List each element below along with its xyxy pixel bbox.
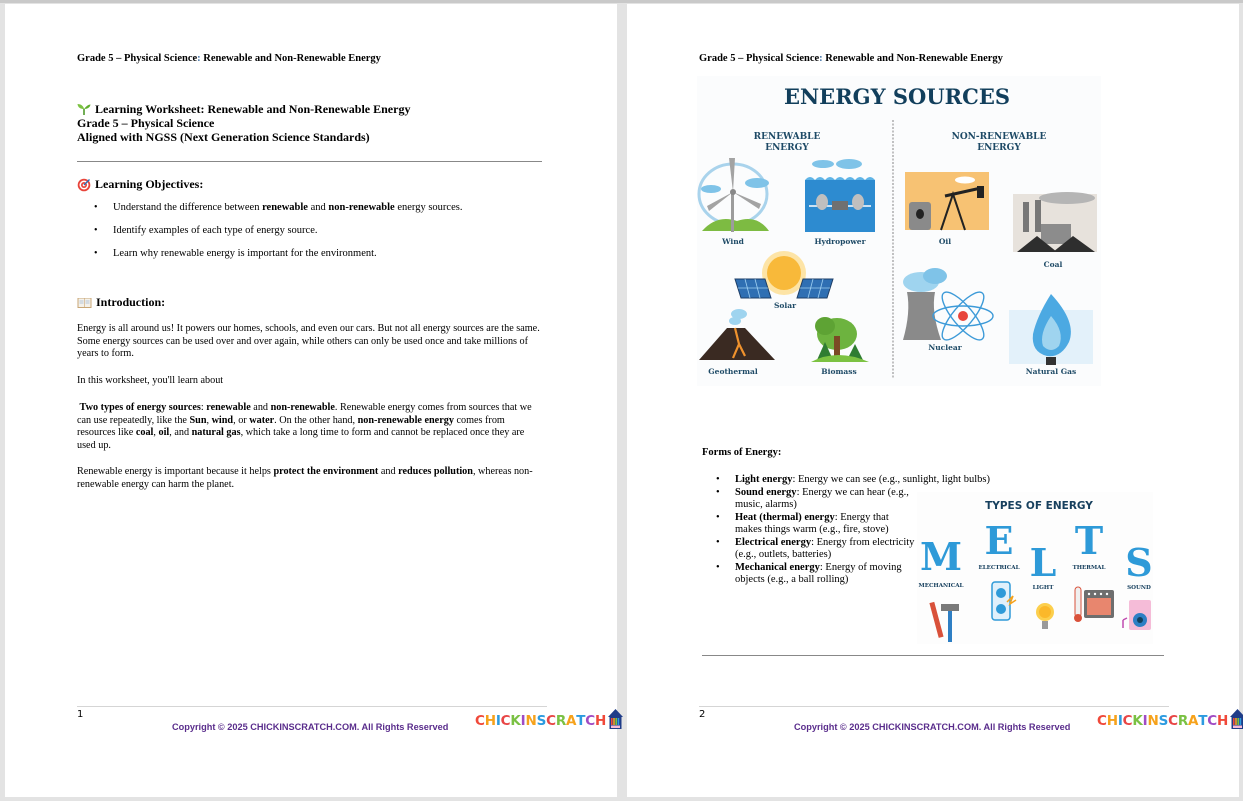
running-header-colon: : (197, 53, 201, 64)
objective-bold: renewable (262, 202, 308, 213)
footer-divider (77, 706, 547, 707)
objective-bold: non-renewable (328, 202, 395, 213)
label-oil: Oil (938, 237, 952, 246)
text-run: : (200, 402, 207, 413)
melts-label-electrical: ELECTRICAL (978, 565, 1020, 571)
logo-letter: R (1177, 713, 1189, 729)
form-description: : Energy we can see (e.g., sunlight, light bulbs) (792, 474, 990, 485)
forms-heading: Forms of Energy: (702, 447, 782, 458)
form-name: Mechanical energy (735, 561, 820, 573)
form-description: : Energy we can hear (e.g., music, alarms) (735, 486, 909, 510)
bold-term: reduces pollution (398, 466, 473, 477)
running-header (699, 53, 1003, 64)
logo-letter: R (555, 713, 567, 729)
text-run: , and (169, 427, 192, 439)
label-biomass: Biomass (821, 367, 857, 376)
label-wind: Wind (722, 237, 744, 246)
list-item (77, 224, 557, 247)
logo-letter: T (576, 713, 586, 729)
intro-paragraph-4 (77, 466, 545, 491)
label-solar: Solar (773, 301, 797, 310)
objective-text: energy sources. (394, 202, 463, 213)
objectives-list (77, 201, 557, 270)
bold-term: Two types of energy sources (79, 402, 201, 413)
bold-term: oil (158, 427, 170, 439)
text-run: and (250, 402, 271, 413)
renewable-heading: ENERGY (765, 143, 809, 153)
text-run: Renewable energy is important because it helps (77, 466, 274, 477)
objectives-heading-text: Learning Objectives: (95, 177, 204, 191)
document-page-1 (5, 4, 617, 797)
logo-letter: H (1217, 713, 1229, 729)
bold-term: wind (211, 414, 234, 426)
logo-text (475, 713, 606, 729)
bold-term: renewable (206, 402, 251, 413)
text-run: and (378, 466, 399, 477)
list-item (702, 512, 917, 537)
logo-letter: C (1168, 713, 1178, 729)
logo-letter: C (1207, 713, 1218, 729)
bold-term: Sun (189, 414, 207, 426)
text-run: , or (233, 414, 250, 426)
chickinscratch-logo (475, 709, 623, 729)
copyright-notice: Copyright © 2025 CHICKINSCRATCH.COM. All Rights Reserved (172, 722, 449, 732)
forms-list (702, 474, 990, 587)
logo-letter: I (495, 713, 501, 729)
introduction-heading-text: Introduction: (96, 295, 166, 309)
logo-letter: T (1198, 713, 1208, 729)
melts-label-light: LIGHT (1032, 585, 1054, 591)
text-run: , whereas non-renewable energy can harm the planet. (77, 466, 533, 490)
logo-text (1097, 713, 1228, 729)
bold-term: non-renewable energy (357, 414, 454, 426)
bold-term: non-renewable (270, 402, 335, 413)
form-description: : Energy of moving objects (e.g., a ball rolling) (735, 561, 902, 585)
logo-letter: N (525, 713, 537, 729)
logo-letter: S (1158, 713, 1169, 729)
list-item (77, 201, 557, 224)
form-name: Electrical energy (735, 536, 812, 548)
list-item (702, 537, 917, 562)
section-divider (77, 161, 542, 162)
open-book-icon (77, 297, 92, 309)
form-name: Sound energy (735, 486, 797, 498)
intro-paragraph-1: Energy is all around us! It powers our homes, schools, and even our cars. But not all energy sources are the same. Some energy sources can be used over and over again, while others can only be used once and take millions of years to form. (77, 323, 540, 360)
logo-letter: S (536, 713, 547, 729)
target-icon (77, 178, 91, 192)
document-page-2 (627, 4, 1239, 797)
page-number: 1 (77, 709, 84, 720)
nonrenewable-heading: NON-RENEWABLE (951, 132, 1047, 142)
types-title: TYPES OF ENERGY (985, 500, 1093, 512)
bold-term: protect the environment (273, 466, 379, 477)
label-geothermal: Geothermal (708, 367, 758, 376)
melts-label-sound: SOUND (1127, 585, 1151, 591)
nonrenewable-heading: ENERGY (977, 143, 1021, 153)
logo-letter: A (1188, 713, 1199, 729)
form-description: : Energy from electricity (e.g., outlets, batteries) (735, 536, 915, 560)
label-hydropower: Hydropower (814, 237, 866, 246)
worksheet-title: Learning Worksheet: Renewable and Non-Renewable Energy (95, 102, 411, 116)
objectives-heading (77, 177, 203, 192)
seedling-icon (77, 103, 91, 115)
form-description: : Energy that makes things warm (e.g., fire, stove) (735, 511, 889, 535)
intro-paragraph-2: In this worksheet, you'll learn about (77, 375, 224, 386)
running-header-prefix: Grade 5 – Physical Science (77, 53, 198, 64)
running-header-suffix: Renewable and Non-Renewable Energy (203, 53, 381, 64)
coal-power-plant-icon (1013, 192, 1097, 252)
list-item (702, 487, 917, 512)
schoolhouse-icon (608, 709, 623, 729)
logo-letter: K (1132, 713, 1143, 729)
logo-letter: I (1142, 713, 1148, 729)
schoolhouse-icon (1230, 709, 1243, 729)
logo-letter: H (595, 713, 607, 729)
label-nuclear: Nuclear (928, 343, 962, 352)
objective-text: Understand the difference between (113, 202, 263, 213)
melts-label-mechanical: MECHANICAL (918, 583, 964, 589)
bold-term: coal (135, 427, 154, 439)
worksheet-standards: Aligned with NGSS (Next Generation Science Standards) (77, 130, 370, 144)
logo-letter: I (1117, 713, 1123, 729)
text-run: , which take a long time to form and cannot be replaced once they are used up. (77, 427, 525, 451)
logo-letter: K (510, 713, 521, 729)
melts-letter-e: E (984, 518, 1014, 563)
objective-text: and (307, 202, 329, 213)
running-header-suffix: Renewable and Non-Renewable Energy (825, 53, 1003, 64)
form-name: Heat (thermal) energy (735, 511, 835, 523)
melts-letter-s: S (1125, 540, 1153, 585)
chickinscratch-logo (1097, 709, 1243, 729)
melts-letter-t: T (1074, 518, 1104, 563)
bold-term: water (249, 414, 275, 426)
list-item (702, 562, 917, 587)
logo-letter: C (500, 713, 511, 729)
footer-divider (699, 706, 1169, 707)
objective-text: Identify examples of each type of energy source. (113, 225, 318, 236)
bold-term: natural gas (191, 427, 241, 439)
text-run: . On the other hand, (274, 414, 358, 426)
logo-letter: C (1097, 713, 1107, 729)
infographic-title: ENERGY SOURCES (783, 84, 1011, 109)
worksheet-grade: Grade 5 – Physical Science (77, 116, 215, 130)
viewer-top-border (0, 0, 1243, 3)
label-natural-gas: Natural Gas (1025, 367, 1077, 376)
introduction-heading (77, 295, 165, 310)
text-run: , (153, 427, 159, 439)
list-item (77, 247, 557, 270)
logo-letter: H (1106, 713, 1118, 729)
text-run: , (206, 414, 212, 426)
logo-letter: C (585, 713, 596, 729)
page-number: 2 (699, 709, 706, 720)
logo-letter: N (1147, 713, 1159, 729)
logo-letter: I (520, 713, 526, 729)
renewable-heading: RENEWABLE (753, 132, 821, 142)
oven-thermometer-icon (1074, 587, 1114, 622)
logo-letter: C (546, 713, 556, 729)
worksheet-title-block (77, 102, 410, 144)
energy-sources-infographic (697, 76, 1101, 386)
label-coal: Coal (1043, 260, 1063, 269)
logo-letter: C (475, 713, 485, 729)
logo-letter: C (1122, 713, 1133, 729)
melts-letter-m: M (919, 534, 963, 579)
running-header-colon: : (819, 53, 823, 64)
list-item (702, 474, 1035, 487)
logo-letter: H (484, 713, 496, 729)
intro-paragraph-3 (77, 402, 545, 452)
melts-label-thermal: THERMAL (1072, 565, 1106, 571)
running-header-prefix: Grade 5 – Physical Science (699, 53, 820, 64)
melts-letter-l: L (1029, 540, 1057, 585)
running-header (77, 53, 381, 64)
text-run: . Renewable energy comes from sources that we can use repeatedly, like the (77, 402, 532, 426)
section-divider (702, 655, 1164, 656)
copyright-notice: Copyright © 2025 CHICKINSCRATCH.COM. All Rights Reserved (794, 722, 1071, 732)
oil-pump-icon (905, 172, 989, 230)
form-name: Light energy (735, 474, 793, 485)
text-run: comes from resources like (77, 414, 505, 439)
logo-letter: A (566, 713, 577, 729)
objective-text: Learn why renewable energy is important for the environment. (113, 248, 377, 259)
types-of-energy-infographic (917, 492, 1153, 644)
